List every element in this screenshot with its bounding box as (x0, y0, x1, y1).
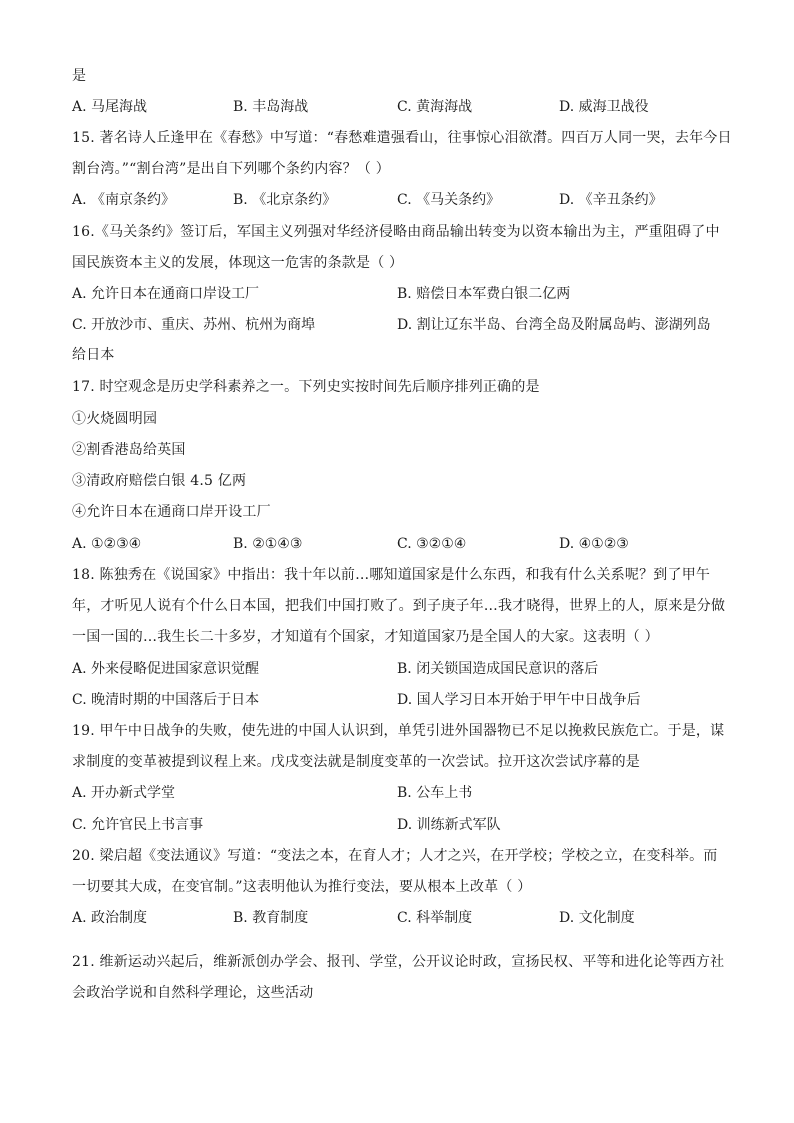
option-b: B. 教育制度 (233, 910, 309, 926)
option-c: C. 黄海海战 (397, 99, 473, 115)
option-d: D. 文化制度 (559, 910, 635, 926)
question-17-item-4: ④允许日本在通商口岸开设工厂 (72, 504, 271, 520)
option-c: C. ③②①④ (397, 536, 467, 552)
question-15-stem-line-1: 15. 著名诗人丘逢甲在《春愁》中写道：“春愁难遣强看山，往事惊心泪欲潸。四百万人同一哭，去年今日 (72, 130, 732, 146)
option-c: C. 允许官民上书言事 (72, 817, 204, 833)
option-c: C. 开放沙市、重庆、苏州、杭州为商埠 (72, 317, 316, 333)
question-16-stem-line-1: 16.《马关条约》签订后，军国主义列强对华经济侵略由商品输出转变为以资本输出为主，严重阻碍了中 (72, 224, 720, 240)
option-c: C. 晚清时期的中国落后于日本 (72, 692, 260, 708)
question-21-stem-line-1: 21. 维新运动兴起后，维新派创办学会、报刊、学堂，公开议论时政，宣扬民权、平等和进化论等西方社 (72, 954, 725, 970)
question-19-options-row-2 (72, 815, 722, 835)
question-17-stem: 17. 时空观念是历史学科素养之一。下列史实按时间先后顺序排列正确的是 (72, 379, 540, 395)
option-a: A. 开办新式学堂 (72, 785, 176, 801)
question-15-stem-line-2: 割台湾。”“割台湾”是出自下列哪个条约内容？（ ） (72, 161, 390, 177)
option-b: B. ②①④③ (233, 536, 303, 552)
question-16-option-d-continued: 给日本 (72, 347, 115, 363)
question-20-stem-line-1: 20. 梁启超《变法通议》写道：“变法之本，在育人才；人才之兴，在开学校；学校之立，在变科举。而 (72, 848, 718, 864)
option-a: A. 马尾海战 (72, 99, 148, 115)
question-16-options-row-1 (72, 284, 722, 304)
option-c: C. 《马关条约》 (397, 192, 501, 208)
question-20-options (72, 908, 722, 928)
question-19-stem-line-1: 19. 甲午中日战争的失败，使先进的中国人认识到，单凭引进外国器物已不足以挽救民族危亡。于是，谋 (72, 723, 725, 739)
question-17-item-1: ①火烧圆明园 (72, 411, 158, 427)
question-16-stem-line-2: 国民族资本主义的发展，体现这一危害的条款是（ ） (72, 255, 404, 271)
option-d: D. 训练新式军队 (397, 817, 501, 833)
option-a: A. 政治制度 (72, 910, 148, 926)
question-18-stem-line-1: 18. 陈独秀在《说国家》中指出：我十年以前…哪知道国家是什么东西，和我有什么关系呢？到了甲午 (72, 567, 711, 583)
option-a: A. 《南京条约》 (72, 192, 176, 208)
question-14-stem-tail: 是 (72, 68, 87, 84)
option-a: A. 外来侵略促进国家意识觉醒 (72, 661, 260, 677)
question-17-item-3: ③清政府赔偿白银 4.5 亿两 (72, 473, 247, 489)
option-d: D. 威海卫战役 (559, 99, 649, 115)
question-17-item-2: ②割香港岛给英国 (72, 442, 186, 458)
question-19-stem-line-2: 求制度的变革被提到议程上来。戊戌变法就是制度变革的一次尝试。拉开这次尝试序幕的是 (72, 754, 640, 770)
question-19-options-row-1 (72, 783, 722, 803)
question-18-options-row-2 (72, 690, 722, 710)
option-d: D. ④①②③ (559, 536, 629, 552)
option-d: D. 国人学习日本开始于甲午中日战争后 (397, 692, 641, 708)
question-21-stem-line-2: 会政治学说和自然科学理论，这些活动 (72, 985, 314, 1001)
option-b: B. 《北京条约》 (233, 192, 337, 208)
option-d: D. 《辛丑条约》 (559, 192, 663, 208)
option-c: C. 科举制度 (397, 910, 473, 926)
question-18-stem-line-2: 年，才听见人说有个什么日本国，把我们中国打败了。到子庚子年…我才晓得，世界上的人，原来是分做 (72, 598, 726, 614)
option-b: B. 丰岛海战 (233, 99, 309, 115)
option-a: A. ①②③④ (72, 536, 142, 552)
option-a: A. 允许日本在通商口岸设工厂 (72, 286, 260, 302)
question-20-stem-line-2: 一切要其大成，在变官制。”这表明他认为推行变法，要从根本上改革（ ） (72, 879, 532, 895)
question-18-options-row-1 (72, 659, 722, 679)
option-b: B. 闭关锁国造成国民意识的落后 (397, 661, 599, 677)
option-b: B. 公车上书 (397, 785, 473, 801)
question-14-options (72, 97, 722, 117)
question-15-options (72, 190, 722, 210)
question-17-options (72, 534, 722, 554)
option-b: B. 赔偿日本军费白银二亿两 (397, 286, 571, 302)
option-d: D. 割让辽东半岛、台湾全岛及附属岛屿、澎湖列岛 (397, 317, 711, 333)
question-18-stem-line-3: 一国一国的…我生长二十多岁，才知道有个国家，才知道国家乃是全国人的大家。这表明（ ） (72, 629, 659, 645)
question-16-options-row-2 (72, 315, 722, 335)
